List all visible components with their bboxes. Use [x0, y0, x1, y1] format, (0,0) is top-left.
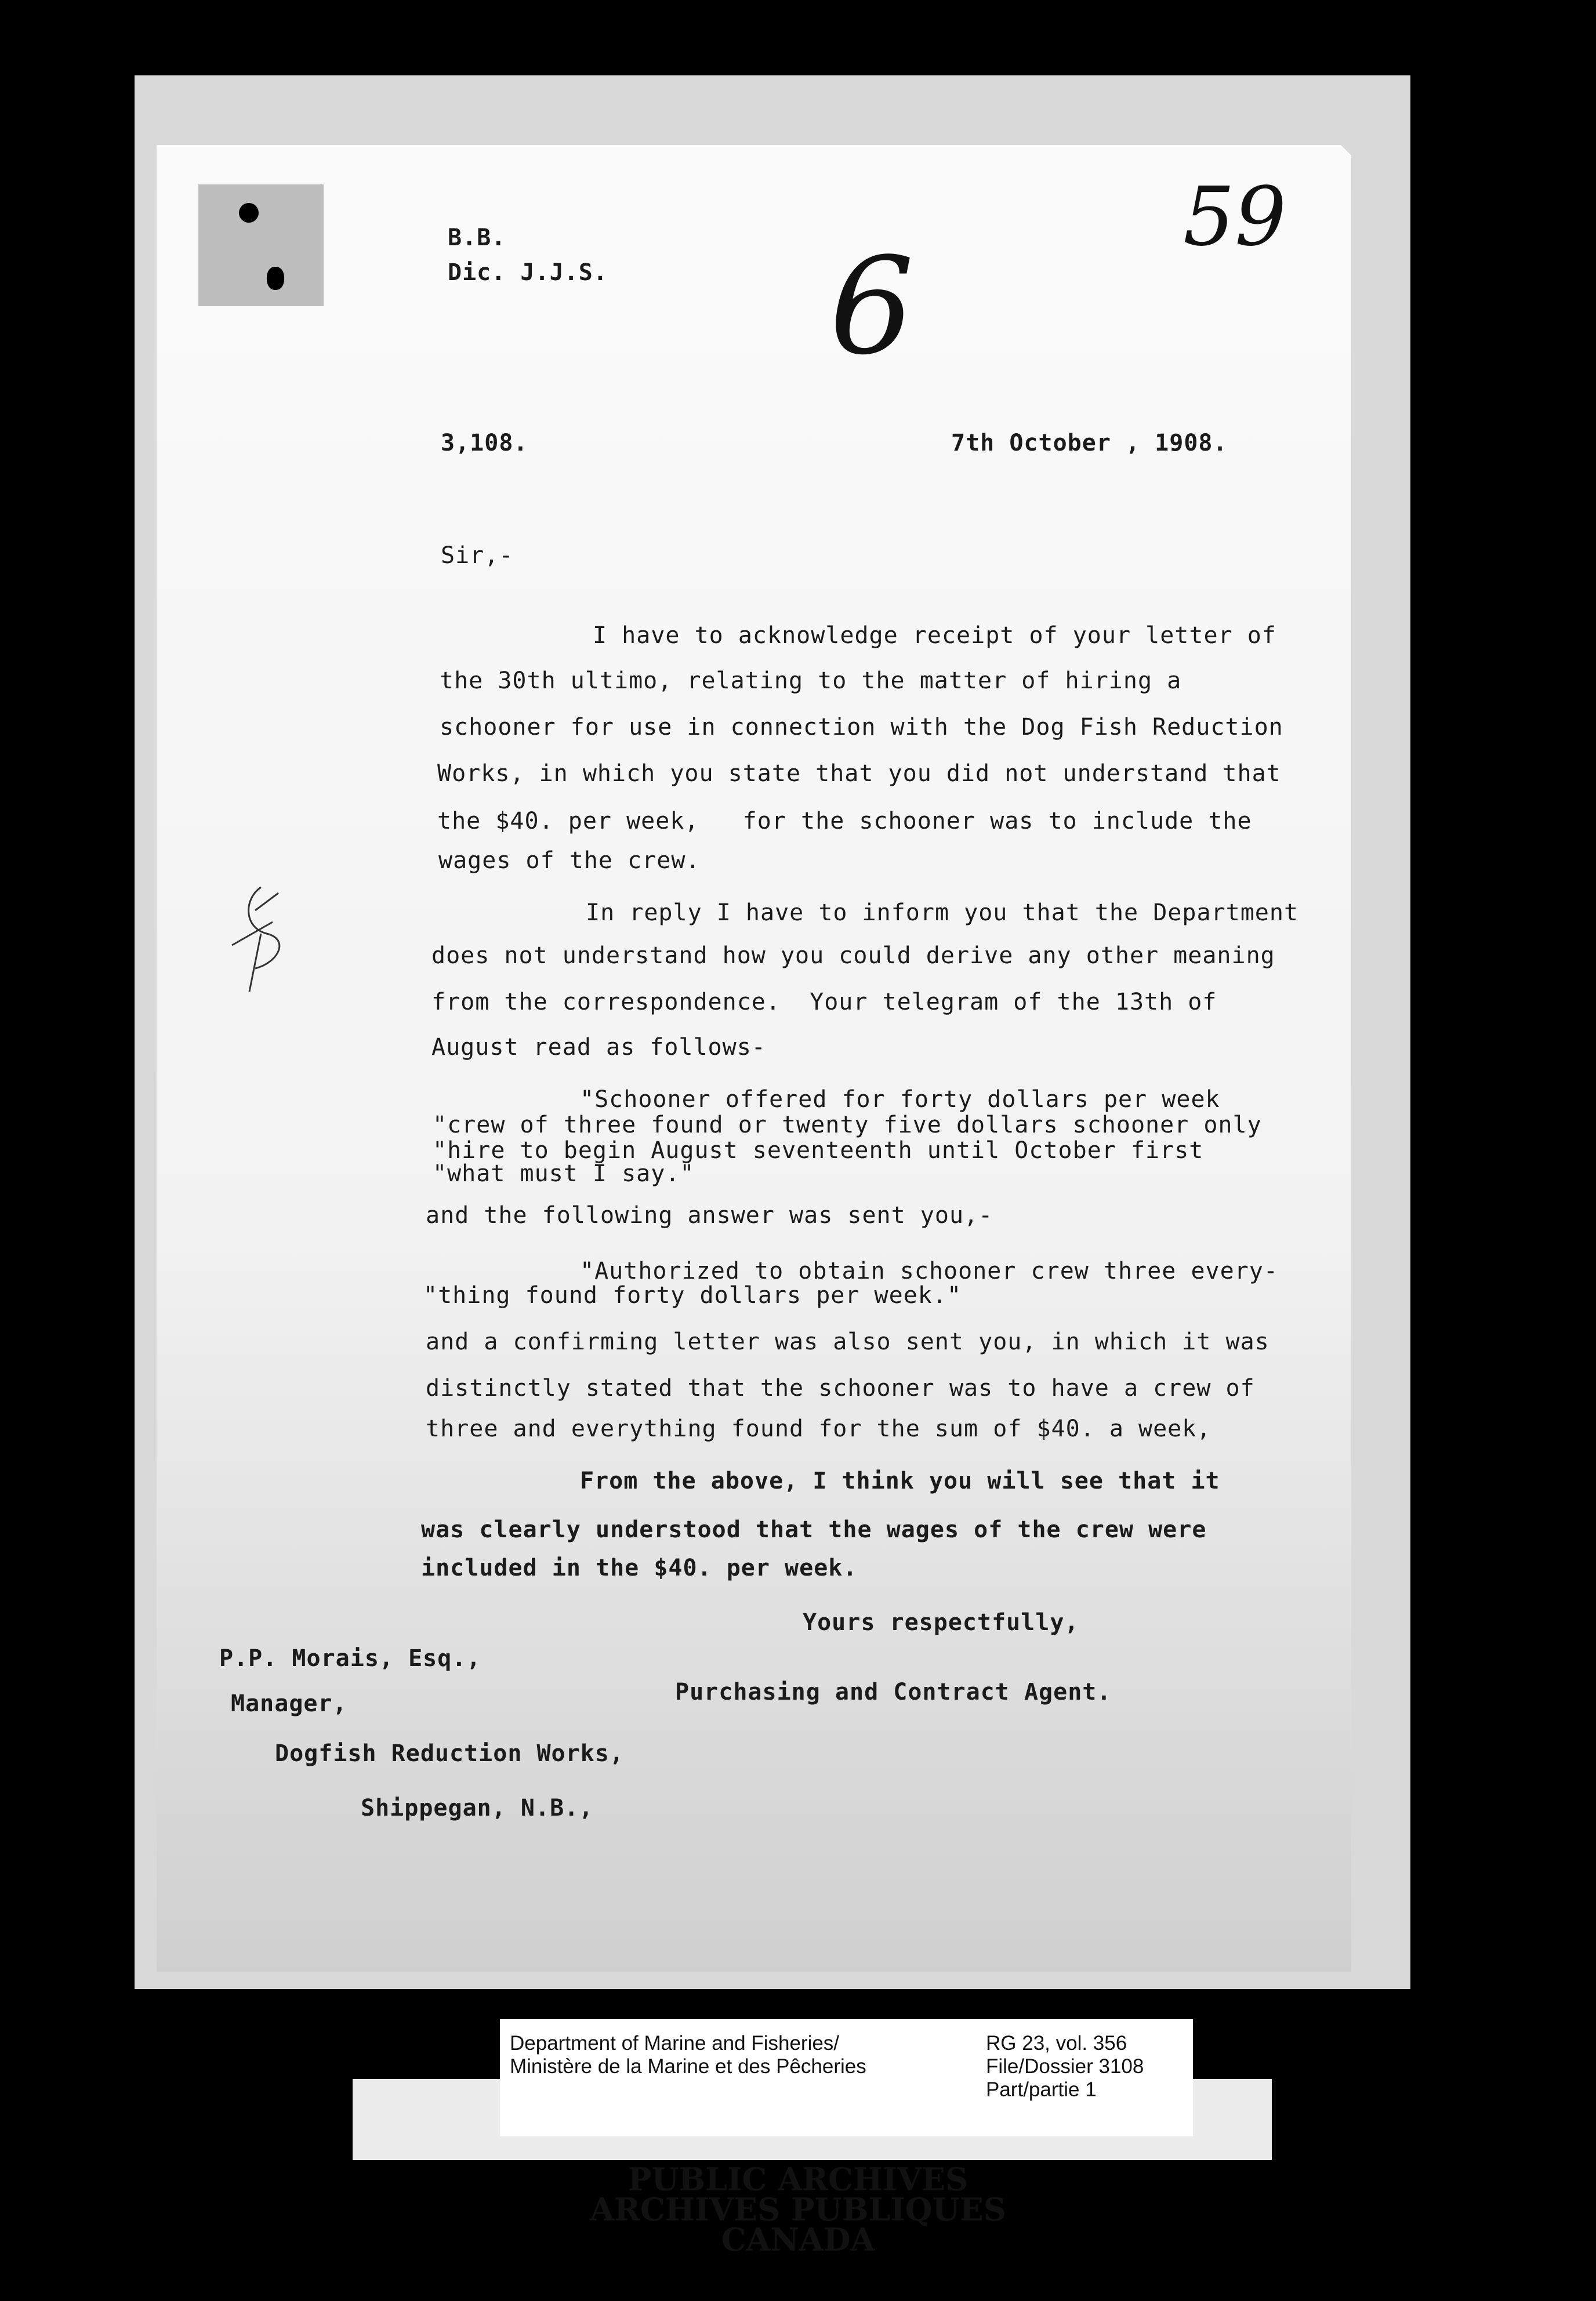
answer-line: "Authorized to obtain schooner crew three every- — [580, 1258, 1278, 1284]
marginal-pencil-mark — [220, 876, 302, 1003]
paragraph-2-line: August read as follows- — [431, 1034, 766, 1061]
handwritten-page-number: 59 — [1183, 170, 1287, 264]
paragraph-1-line: Works, in which you state that you did not understand that — [437, 760, 1281, 787]
letter-date: 7th October , 1908. — [951, 430, 1228, 456]
paragraph-1-line: schooner for use in connection with the Dog Fish Reduction — [440, 714, 1283, 741]
paragraph-4-line: From the above, I think you will see that it — [580, 1468, 1220, 1494]
paragraph-2-line: In reply I have to inform you that the Department — [586, 899, 1299, 926]
addressee-place: Shippegan, N.B., — [361, 1795, 594, 1821]
department-fr: Ministère de la Marine et des Pêcheries — [510, 2055, 866, 2078]
paragraph-4-line: included in the $40. per week. — [421, 1555, 858, 1581]
paragraph-1-line: the $40. per week, for the schooner was to include the — [437, 808, 1252, 834]
stamp-line-1: PUBLIC ARCHIVES — [627, 2161, 969, 2198]
handwritten-mark: 6 — [829, 230, 915, 384]
paragraph-3-line: and a confirming letter was also sent you, in which it was — [426, 1329, 1269, 1355]
file-number: 3,108. — [441, 430, 528, 456]
addressee-organization: Dogfish Reduction Works, — [275, 1740, 624, 1767]
archive-label — [500, 2019, 1193, 2136]
paragraph-2-line: does not understand how you could derive any other meaning — [431, 942, 1275, 969]
answer-line: "thing found forty dollars per week." — [423, 1282, 962, 1309]
closing: Yours respectfully, — [803, 1609, 1079, 1636]
telegram-line: "what must I say." — [433, 1160, 695, 1187]
telegram-line: "crew of three found or twenty five dollars schooner only — [433, 1112, 1262, 1138]
binder-tab — [198, 184, 324, 306]
signature-title: Purchasing and Contract Agent. — [675, 1679, 1112, 1705]
addressee-title: Manager, — [231, 1690, 347, 1717]
paragraph-4-line: was clearly understood that the wages of the crew were — [421, 1516, 1207, 1543]
paragraph-3-line: distinctly stated that the schooner was to have a crew of — [426, 1375, 1255, 1402]
folded-corner — [1341, 145, 1351, 155]
stamp-line-3: CANADA — [721, 2221, 875, 2258]
file-dossier: File/Dossier 3108 — [986, 2055, 1144, 2078]
paragraph-1-line: wages of the crew. — [438, 847, 701, 874]
department-en: Department of Marine and Fisheries/ — [510, 2032, 840, 2055]
telegram-line: "Schooner offered for forty dollars per week — [580, 1086, 1220, 1113]
paragraph-1-line: I have to acknowledge receipt of your letter of — [593, 622, 1276, 649]
initials-line-1: B.B. — [448, 224, 506, 251]
answer-intro: and the following answer was sent you,- — [426, 1202, 993, 1229]
paragraph-1-line: the 30th ultimo, relating to the matter of hiring a — [440, 667, 1182, 694]
telegram-line: "hire to begin August seventeenth until October first — [433, 1137, 1204, 1164]
punch-hole — [267, 267, 284, 290]
paragraph-3-line: three and everything found for the sum of $40. a week, — [426, 1416, 1211, 1442]
stamp-line-2: ARCHIVES PUBLIQUES — [590, 2191, 1006, 2228]
initials-line-2: Dic. J.J.S. — [448, 259, 608, 286]
part-partie: Part/partie 1 — [986, 2078, 1097, 2101]
punch-hole — [239, 203, 259, 223]
salutation: Sir,- — [441, 542, 514, 569]
addressee-name: P.P. Morais, Esq., — [219, 1645, 481, 1672]
paragraph-2-line: from the correspondence. Your telegram of the 13th of — [431, 989, 1217, 1015]
record-group: RG 23, vol. 356 — [986, 2032, 1127, 2055]
